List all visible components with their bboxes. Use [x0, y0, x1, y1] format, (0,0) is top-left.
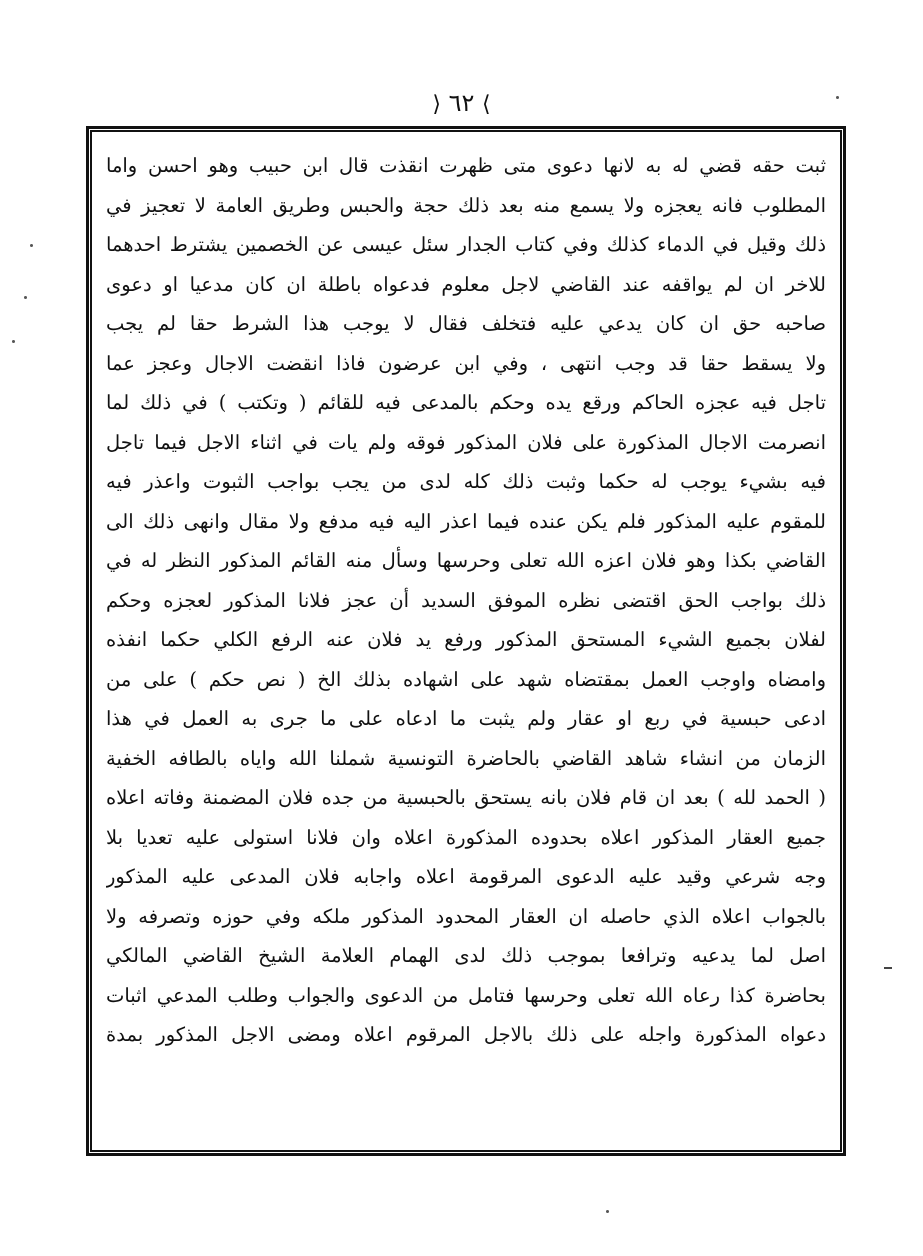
- text-line: المطلوب فانه يعجزه ولا يسمع منه بعد ذلك حجة والحبس وطريق العامة لا تعجيز في: [106, 193, 826, 217]
- text-line: ( الحمد لله ) بعد ان قام فلان بانه يستحق بالحبسية من جده فلان المضمنة وفاته اعلاه: [106, 786, 826, 809]
- scan-speck: [606, 1210, 609, 1213]
- text-line: وامضاه واوجب العمل بمقتضاه شهد على اشهاده بذلك الخ ( نص حكم ) على من: [106, 667, 826, 691]
- text-line: صاحبه حق ان كان يدعي عليه فتخلف فقال لا يوجب هذا الشرط حقا لم يجب: [106, 312, 826, 335]
- text-line: الزمان من انشاء شاهد القاضي بالحاضرة التونسية شملنا الله واياه بالطافه الخفية: [106, 746, 826, 770]
- scan-mark: [884, 967, 892, 969]
- text-line: ذلك وقيل في الدماء كذلك وفي كتاب الجدار سئل عيسى عن الخصمين يشترط احدهما: [106, 233, 826, 256]
- text-frame: [90, 130, 842, 1152]
- text-line: دعواه المذكورة واجله على ذلك بالاجل المرقوم اعلاه ومضى الاجل المذكور بمدة: [106, 1023, 826, 1046]
- text-line: ادعى حبسية في ربع او عقار ولم يثبت ما ادعاه على ما جرى به العمل في هذا: [106, 707, 826, 730]
- text-line: بحاضرة كذا رعاه الله تعلى وحرسها فتامل من الدعوى والجواب وطلب المدعي اثبات: [106, 983, 826, 1007]
- text-line: ثبت حقه قضي له به لانها دعوى متى ظهرت انقذت قال ابن حبيب وهو احسن واما: [106, 154, 826, 177]
- scan-speck: [30, 244, 33, 247]
- scan-speck: [836, 96, 839, 99]
- page-number: ٦٢: [448, 89, 475, 117]
- text-line: تاجل فيه عجزه الحاكم ورقع يده وحكم بالمدعى فيه للقائم ( وتكتب ) في ذلك لما: [106, 391, 826, 414]
- scan-speck: [12, 340, 15, 343]
- text-line: اصل لما يدعيه وترافعا بموجب ذلك لدى الهمام العلامة الشيخ القاضي المالكي: [106, 944, 826, 967]
- text-line: القاضي بكذا وهو فلان اعزه الله تعلى وحرسها وسأل منه القائم المذكور النظر له في: [106, 549, 826, 572]
- text-line: ذلك بواجب الحق اقتضى نظره الموفق السديد أن عجز فلانا المذكور لعجزه وحكم: [106, 588, 826, 612]
- ornament-right-icon: ⟩: [482, 92, 491, 117]
- page-number-header: [0, 88, 923, 120]
- text-line: بالجواب اعلاه الذي حاصله ان العقار المحدود المذكور ملكه وفي حوزه وتصرفه ولا: [106, 904, 826, 928]
- text-line: ولا يسقط حقا قد وجب انتهى ، وفي ابن عرضون فاذا انقضت الاجال وعجز عما: [106, 351, 826, 375]
- text-line: انصرمت الاجال المذكورة على فلان المذكور فوقه ولم يات في اثناء الاجل فيما تاجل: [106, 430, 826, 454]
- text-line: للمقوم عليه المذكور فلم يكن عنده فيما اعذر اليه فيه مدفع ولا مقال وانهى ذلك الى: [106, 509, 826, 533]
- text-line: وجه شرعي وقيد عليه الدعوى المرقومة اعلاه واجابه فلان المدعى عليه المذكور: [106, 865, 826, 888]
- ornament-left-icon: ⟨: [432, 92, 441, 117]
- scan-speck: [24, 296, 27, 299]
- text-line: جميع العقار المذكور اعلاه بحدوده المذكورة اعلاه وان فلانا استولى عليه تعديا بلا: [106, 825, 826, 849]
- text-line: لفلان بجميع الشيء المستحق المذكور ورفع يد فلان عنه الرفع الكلي حكما انفذه: [106, 628, 826, 651]
- text-line: فيه بشيء يوجب له حكما وثبت ذلك كله لدى من يجب بواجب الثبوت واعذر فيه: [106, 470, 826, 493]
- text-line: للاخر ان لم يواقفه عند القاضي لاجل معلوم فدعواه باطلة ان كان مدعيا او دعوى: [106, 272, 826, 296]
- text-body: [106, 146, 826, 1136]
